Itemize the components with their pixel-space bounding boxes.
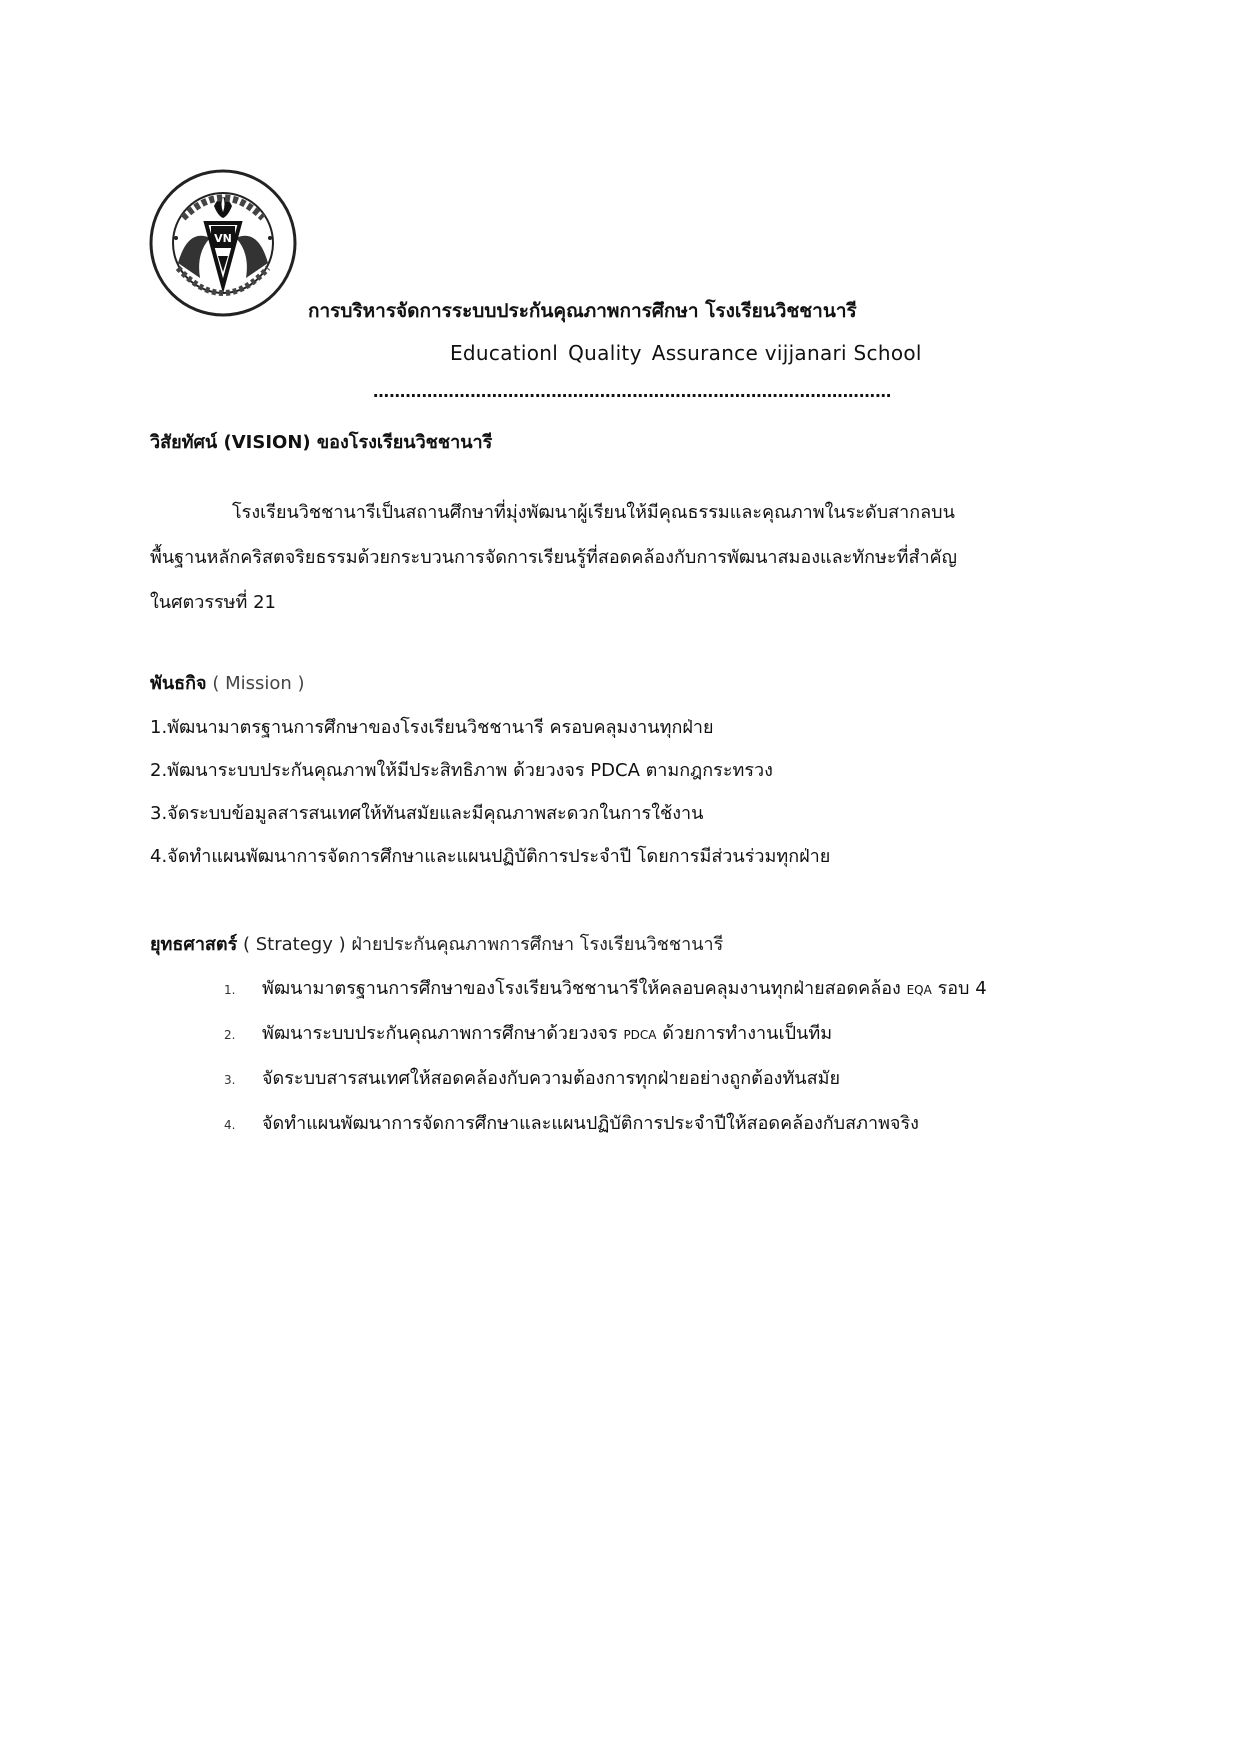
vision-line-3: ในศตวรรษที่ 21 (150, 592, 277, 613)
strategy-item-text: พัฒนามาตรฐานการศึกษาของโรงเรียนวิชชานารีให้คลอบคลุมงานทุกฝ่ายสอดคล้อง (262, 978, 901, 999)
mission-item: 3.จัดระบบข้อมูลสารสนเทศให้ทันสมัยและมีคุณภาพสะดวกในการใช้งาน (150, 803, 704, 824)
seal-icon (148, 168, 298, 318)
strategy-item-number: 2. (224, 1028, 236, 1042)
strategy-item-number: 4. (224, 1118, 236, 1132)
strategy-item-number: 3. (224, 1073, 236, 1087)
mission-heading-normal: ( Mission ) (206, 673, 305, 694)
svg-text:VN: VN (214, 232, 232, 245)
title-en-part-2: Quality (568, 341, 642, 365)
mission-heading-bold: พันธกิจ (150, 673, 207, 694)
strategy-item (224, 1063, 840, 1092)
strategy-item-small: EQA (906, 983, 932, 997)
title-en-part-1: Educationl (450, 341, 559, 365)
mission-item: 2.พัฒนาระบบประกันคุณภาพให้มีประสิทธิภาพ ด้วยวงจร PDCA ตามกฎกระทรวง (150, 760, 773, 781)
vision-line-1: โรงเรียนวิชชานารีเป็นสถานศึกษาที่มุ่งพัฒนาผู้เรียนให้มีคุณธรรมและคุณภาพในระดับสากลบน (232, 502, 955, 523)
vision-heading: วิสัยทัศน์ (VISION) ของโรงเรียนวิชชานารี (150, 432, 493, 453)
vision-line-2: พื้นฐานหลักคริสตจริยธรรมด้วยกระบวนการจัดการเรียนรู้ที่สอดคล้องกับการพัฒนาสมองและทักษะที่สำคัญ (150, 547, 957, 568)
mission-item: 4.จัดทำแผนพัฒนาการจัดการศึกษาและแผนปฏิบัติการประจำปี โดยการมีส่วนร่วมทุกฝ่าย (150, 846, 831, 867)
dotted-separator: …………………………………………………………………………………… (373, 382, 892, 401)
document-title-thai: การบริหารจัดการระบบประกันคุณภาพการศึกษา โรงเรียนวิชชานารี (308, 300, 857, 322)
strategy-heading (150, 929, 723, 958)
strategy-item-tail: รอบ 4 (937, 978, 987, 999)
vision-paragraph (150, 490, 1090, 625)
strategy-item-number: 1. (224, 983, 236, 997)
strategy-item-tail: ด้วยการทำงานเป็นทีม (662, 1023, 833, 1044)
strategy-item (224, 1018, 832, 1047)
title-en-part-3: Assurance vijjanari School (651, 341, 922, 365)
strategy-item-small: PDCA (623, 1028, 657, 1042)
document-title-english (450, 341, 922, 365)
mission-heading (150, 668, 305, 697)
strategy-item-text: จัดระบบสารสนเทศให้สอดคล้องกับความต้องการทุกฝ่ายอย่างถูกต้องทันสมัย (262, 1068, 841, 1089)
strategy-heading-normal: ( Strategy ) ฝ่ายประกันคุณภาพการศึกษา โรงเรียนวิชชานารี (237, 934, 724, 955)
strategy-item-text: จัดทำแผนพัฒนาการจัดการศึกษาและแผนปฏิบัติการประจำปีให้สอดคล้องกับสภาพจริง (262, 1113, 919, 1134)
mission-item: 1.พัฒนามาตรฐานการศึกษาของโรงเรียนวิชชานารี ครอบคลุมงานทุกฝ่าย (150, 717, 714, 738)
strategy-item-text: พัฒนาระบบประกันคุณภาพการศึกษาด้วยวงจร (262, 1023, 618, 1044)
strategy-item (224, 973, 987, 1002)
school-seal-logo (148, 168, 298, 318)
strategy-item (224, 1108, 919, 1137)
strategy-heading-bold: ยุทธศาสตร์ (150, 934, 238, 955)
